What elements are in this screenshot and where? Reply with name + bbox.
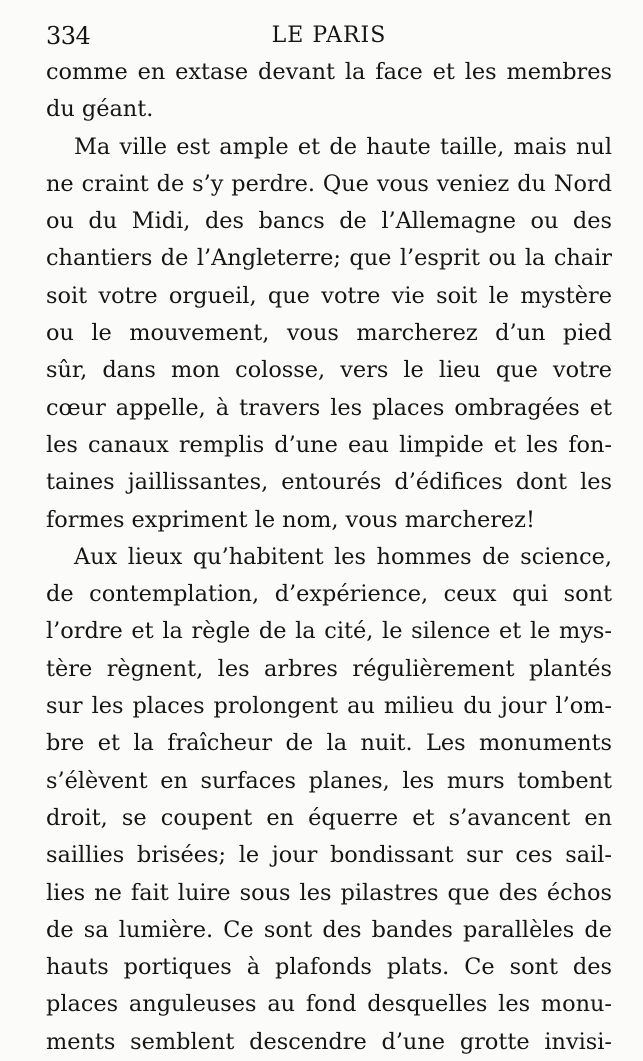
text-line: chantiers de l’Angleterre; que l’esprit ou la chair: [46, 245, 612, 272]
text-line: sûr, dans mon colosse, vers le lieu que votre: [46, 357, 612, 384]
text-line: taines jaillissantes, entourés d’édifices dont les: [46, 469, 612, 496]
paragraph-first-line: Aux lieux qu’habitent les hommes de science,: [74, 543, 612, 570]
text-line: formes expriment le nom, vous marcherez!: [46, 506, 535, 533]
page-number: 334: [46, 22, 91, 50]
text-line: tère règnent, les arbres régulièrement plantés: [46, 655, 612, 682]
paragraph-first-line: Ma ville est ample et de haute taille, mais nul: [74, 133, 612, 160]
book-page: [46, 18, 612, 1061]
text-line: comme en extase devant la face et les membres: [46, 59, 612, 85]
text-line: du géant.: [46, 96, 154, 123]
body-text: [46, 54, 612, 1061]
text-line: de sa lumière. Ce sont des bandes parallèles de: [46, 916, 612, 943]
text-line: s’élèvent en surfaces planes, les murs tombent: [46, 767, 612, 794]
text-line: droit, se coupent en équerre et s’avancent en: [46, 804, 612, 831]
text-line: l’ordre et la règle de la cité, le silence et le mys-: [46, 618, 612, 645]
text-line: ments semblent descendre d’une grotte invisi-: [46, 1028, 612, 1055]
text-line: de contemplation, d’expérience, ceux qui sont: [46, 581, 612, 608]
text-line: saillies brisées; le jour bondissant sur ces sail-: [46, 842, 612, 869]
text-line: sur les places prolongent au milieu du jour l’om-: [46, 693, 612, 720]
text-line: les canaux remplis d’une eau limpide et les fon-: [46, 431, 612, 458]
running-title: LE PARIS: [271, 23, 387, 48]
text-line: soit votre orgueil, que votre vie soit le mystère: [46, 282, 612, 309]
text-line: bre et la fraîcheur de la nuit. Les monuments: [46, 730, 612, 757]
text-line: ou le mouvement, vous marcherez d’un pied: [46, 320, 612, 347]
text-line: cœur appelle, à travers les places ombragées et: [46, 394, 612, 421]
text-line: ne craint de s’y perdre. Que vous veniez du Nord: [46, 170, 612, 197]
text-line: lies ne fait luire sous les pilastres que des échos: [46, 879, 612, 906]
text-line: ou du Midi, des bancs de l’Allemagne ou des: [46, 208, 612, 235]
page-header: [46, 18, 612, 54]
text-line: hauts portiques à plafonds plats. Ce sont des: [46, 954, 612, 981]
text-line: places anguleuses au fond desquelles les monu-: [46, 991, 612, 1018]
